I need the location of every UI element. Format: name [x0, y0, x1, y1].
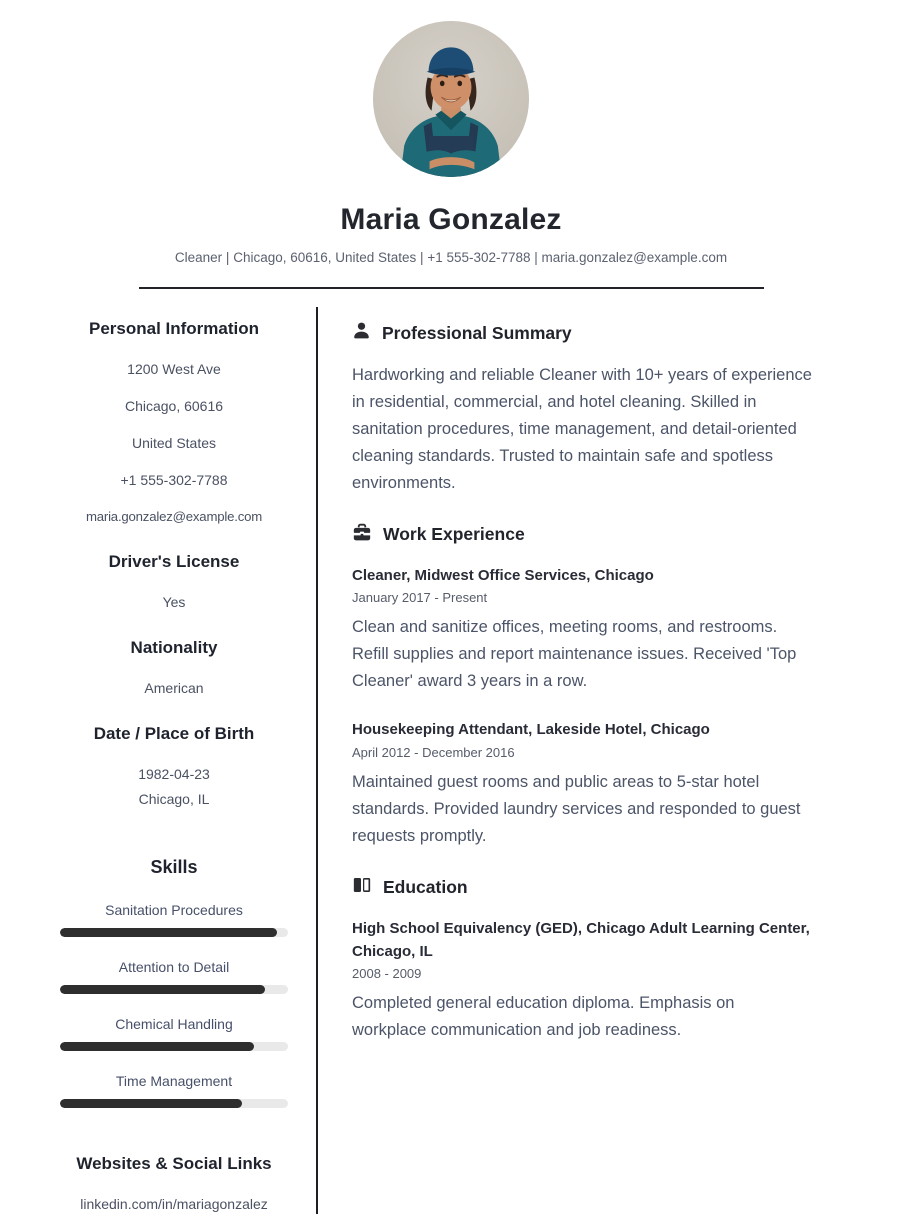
- job-description: Clean and sanitize offices, meeting rooms, and restrooms. Refill supplies and report maintenance issues. Received 'Top Cleaner' award 3 years in a row.: [352, 618, 797, 691]
- birth-place: Chicago, IL: [138, 791, 210, 807]
- contact-line: Cleaner | Chicago, 60616, United States | +1 555-302-7788 | maria.gonzalez@example.com: [174, 250, 728, 265]
- city-line: Chicago, 60616: [124, 398, 224, 414]
- country-line: United States: [131, 435, 217, 451]
- education-title: Education: [383, 876, 468, 897]
- person-name: Maria Gonzalez: [340, 203, 562, 236]
- work-experience-title: Work Experience: [383, 524, 525, 544]
- skill-progress-track: [60, 928, 288, 937]
- skill-progress-fill: [60, 1099, 242, 1108]
- skill-progress-track: [60, 985, 288, 994]
- email-line: maria.gonzalez@example.com: [85, 509, 263, 524]
- education-dates: 2008 - 2009: [352, 966, 422, 981]
- skill-label: Time Management: [115, 1073, 233, 1089]
- resume-body: [0, 307, 902, 1214]
- skill-item: [60, 1073, 288, 1108]
- professional-summary-header: [352, 321, 812, 345]
- job-entry: [352, 718, 812, 849]
- links-title: Websites & Social Links: [76, 1154, 272, 1173]
- skill-label: Sanitation Procedures: [105, 902, 243, 918]
- skill-progress-track: [60, 1099, 288, 1108]
- skill-item: [60, 902, 288, 937]
- skill-item: [60, 1016, 288, 1051]
- section-work-experience: [352, 522, 812, 850]
- avatar: [373, 21, 529, 177]
- drivers-license-title: Driver's License: [108, 552, 240, 571]
- skill-progress-fill: [60, 985, 265, 994]
- skill-progress-fill: [60, 1042, 254, 1051]
- summary-text: Hardworking and reliable Cleaner with 10+ years of experience in residential, commercial, and hotel cleaning. Skilled in sanitation procedures, time management, and detail-oriented cleaning standards. Trusted to maintain safe and spotless environments.: [352, 366, 812, 492]
- skill-progress-fill: [60, 928, 277, 937]
- personal-info-title: Personal Information: [88, 319, 260, 338]
- nationality-title: Nationality: [130, 638, 218, 657]
- section-education: [352, 875, 812, 1045]
- linkedin-link[interactable]: linkedin.com/in/mariagonzalez: [80, 1196, 268, 1212]
- resume-header: [0, 0, 902, 289]
- education-description: Completed general education diploma. Emphasis on workplace communication and job readiness.: [352, 994, 735, 1039]
- skill-progress-track: [60, 1042, 288, 1051]
- skill-label: Chemical Handling: [115, 1016, 233, 1032]
- education-header: [352, 875, 812, 900]
- birth-date: 1982-04-23: [138, 766, 210, 782]
- job-dates: April 2012 - December 2016: [352, 744, 515, 760]
- nationality-value: American: [144, 680, 204, 696]
- skill-item: [60, 959, 288, 994]
- skill-label: Attention to Detail: [118, 959, 230, 975]
- job-description: Maintained guest rooms and public areas to 5-star hotel standards. Provided laundry services and responded to guest requests promptly.: [352, 772, 801, 845]
- briefcase-icon: [352, 522, 372, 547]
- job-title: Housekeeping Attendant, Lakeside Hotel, Chicago: [352, 721, 710, 739]
- professional-summary-title: Professional Summary: [382, 322, 572, 343]
- sidebar: [0, 307, 318, 1214]
- book-open-icon: [352, 875, 372, 900]
- section-professional-summary: [352, 321, 812, 497]
- birth-title: Date / Place of Birth: [93, 724, 255, 743]
- main-column: [318, 307, 902, 1214]
- drivers-license-value: Yes: [162, 594, 186, 610]
- job-title: Cleaner, Midwest Office Services, Chicago: [352, 567, 654, 584]
- job-entry: [352, 564, 812, 695]
- person-icon: [352, 321, 371, 345]
- education-entry: [352, 917, 812, 1045]
- skills-title: Skills: [150, 857, 198, 877]
- education-degree: High School Equivalency (GED), Chicago Adult Learning Center, Chicago, IL: [352, 919, 810, 960]
- job-dates: January 2017 - Present: [352, 590, 488, 606]
- work-experience-header: [352, 522, 812, 547]
- avatar-illustration: [373, 21, 529, 177]
- header-divider: [139, 287, 764, 289]
- address-line: 1200 West Ave: [127, 361, 221, 377]
- phone-line: +1 555-302-7788: [120, 472, 228, 488]
